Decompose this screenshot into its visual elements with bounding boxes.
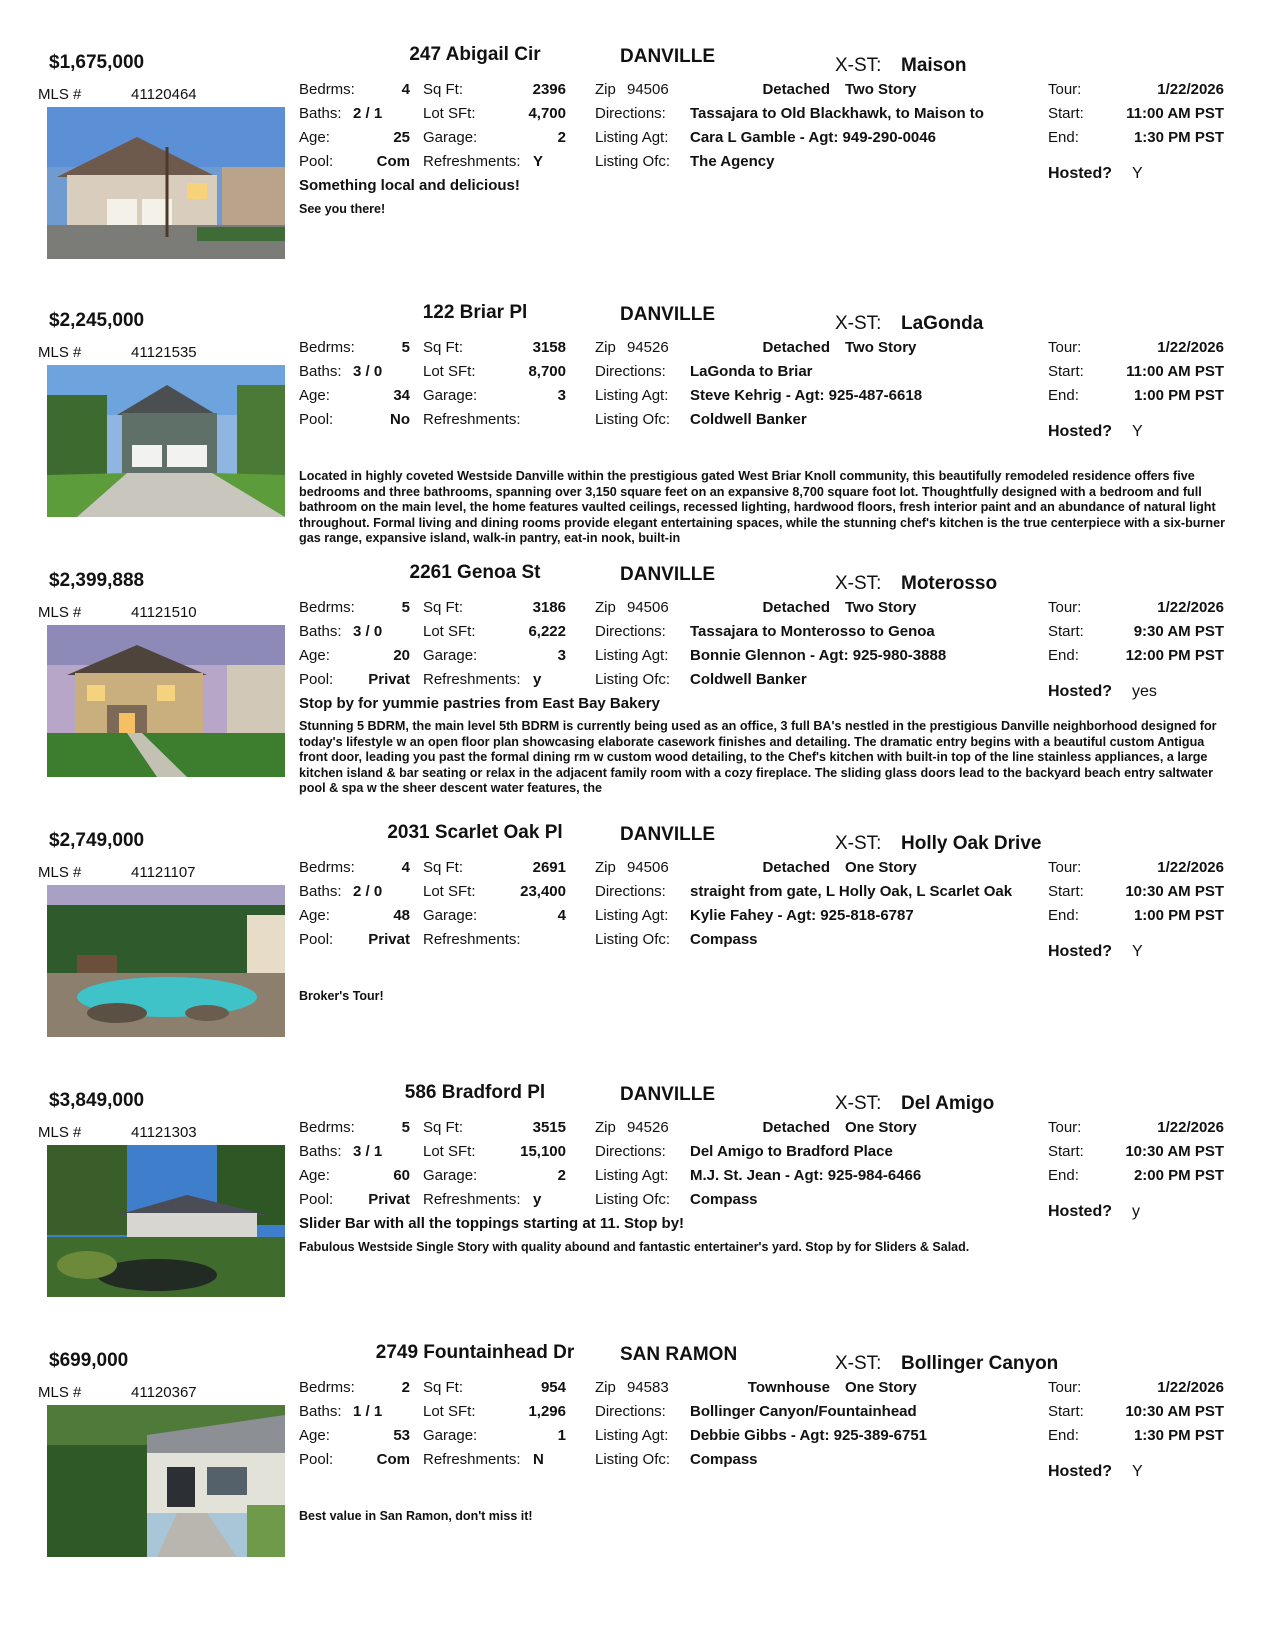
city: DANVILLE: [620, 1084, 715, 1105]
pool: No: [390, 411, 410, 428]
lotsft: 8,700: [528, 363, 566, 380]
age-label: Age:: [299, 1167, 330, 1184]
end-label: End:: [1048, 1427, 1079, 1444]
agent-label: Listing Agt:: [595, 907, 669, 924]
baths: 3 / 0: [353, 623, 383, 640]
office-label: Listing Ofc:: [595, 1451, 671, 1468]
tour-label: Tour:: [1048, 599, 1082, 616]
hosted-label: Hosted?: [1048, 1203, 1112, 1220]
property-type: Detached: [762, 81, 830, 98]
baths-label: Baths:: [299, 1143, 342, 1160]
sqft: 3515: [532, 1119, 566, 1136]
start-time: 10:30 AM PST: [1125, 1403, 1224, 1420]
property-style: Two Story: [845, 599, 917, 616]
price: $2,245,000: [49, 310, 145, 331]
tour-label: Tour:: [1048, 339, 1082, 356]
end-label: End:: [1048, 129, 1079, 146]
garage: 3: [557, 647, 566, 664]
property-type: Detached: [762, 1119, 830, 1136]
bedrms: 2: [401, 1379, 410, 1396]
lotsft-label: Lot SFt:: [423, 105, 476, 122]
bedrms-label: Bedrms:: [299, 859, 355, 876]
sqft-label: Sq Ft:: [423, 859, 464, 876]
baths-label: Baths:: [299, 623, 342, 640]
property-photo: [47, 1145, 285, 1297]
hosted: Y: [1132, 943, 1143, 960]
city: DANVILLE: [620, 46, 715, 67]
lotsft-label: Lot SFt:: [423, 1403, 476, 1420]
age-label: Age:: [299, 387, 330, 404]
tour-label: Tour:: [1048, 859, 1082, 876]
listing-agent: Kylie Fahey - Agt: 925-818-6787: [690, 907, 914, 924]
agent-label: Listing Agt:: [595, 1167, 669, 1184]
sqft: 954: [540, 1379, 566, 1396]
baths: 2 / 1: [353, 105, 383, 122]
pool-label: Pool:: [299, 1191, 334, 1208]
listing-office: Compass: [690, 931, 758, 948]
zip-label: Zip: [595, 859, 616, 876]
start-time: 11:00 AM PST: [1126, 363, 1224, 380]
garage: 3: [557, 387, 566, 404]
start-label: Start:: [1048, 1403, 1084, 1420]
pool-label: Pool:: [299, 411, 334, 428]
note-secondary: Best value in San Ramon, don't miss it!: [299, 1509, 533, 1523]
zip: 94526: [627, 339, 669, 356]
hosted: y: [1132, 1203, 1140, 1220]
property-photo: [47, 107, 285, 259]
property-type: Townhouse: [747, 1379, 830, 1396]
refreshments-label: Refreshments:: [423, 1191, 521, 1208]
refreshments-label: Refreshments:: [423, 411, 521, 428]
lotsft-label: Lot SFt:: [423, 363, 476, 380]
garage: 2: [557, 129, 566, 146]
mls-number: 41120464: [131, 86, 197, 103]
start-label: Start:: [1048, 1143, 1084, 1160]
listing-1: [0, 296, 1275, 556]
age-label: Age:: [299, 129, 330, 146]
end-label: End:: [1048, 1167, 1079, 1184]
city: DANVILLE: [620, 304, 715, 325]
agent-label: Listing Agt:: [595, 129, 669, 146]
end-time: 12:00 PM PST: [1125, 647, 1224, 664]
mls-label: MLS #: [38, 604, 82, 621]
city: SAN RAMON: [620, 1344, 738, 1365]
start-label: Start:: [1048, 623, 1084, 640]
hosted-label: Hosted?: [1048, 165, 1112, 182]
refreshments: N: [533, 1451, 544, 1468]
pool: Com: [376, 1451, 410, 1468]
pool-label: Pool:: [299, 1451, 334, 1468]
start-label: Start:: [1048, 105, 1084, 122]
listing-3: [0, 816, 1275, 1076]
garage: 2: [557, 1167, 566, 1184]
directions-label: Directions:: [595, 363, 666, 380]
listing-office: The Agency: [690, 153, 775, 170]
bedrms-label: Bedrms:: [299, 339, 355, 356]
listing-5: [0, 1336, 1275, 1596]
tour-date: 1/22/2026: [1157, 1119, 1224, 1136]
end-label: End:: [1048, 647, 1079, 664]
refreshments: y: [533, 671, 542, 688]
lotsft-label: Lot SFt:: [423, 623, 476, 640]
baths: 2 / 0: [353, 883, 383, 900]
age: 60: [393, 1167, 410, 1184]
note-secondary: See you there!: [299, 202, 386, 216]
pool-label: Pool:: [299, 931, 334, 948]
refreshments: Y: [533, 153, 544, 170]
bedrms: 5: [401, 339, 410, 356]
garage-label: Garage:: [423, 907, 478, 924]
listing-0: [0, 38, 1275, 298]
property-style: One Story: [845, 1119, 917, 1136]
sqft-label: Sq Ft:: [423, 1379, 464, 1396]
cross-street: Del Amigo: [901, 1093, 995, 1114]
tour-label: Tour:: [1048, 1379, 1082, 1396]
price: $2,749,000: [49, 830, 145, 851]
directions-label: Directions:: [595, 883, 666, 900]
office-label: Listing Ofc:: [595, 931, 671, 948]
end-label: End:: [1048, 907, 1079, 924]
lotsft: 15,100: [520, 1143, 566, 1160]
garage-label: Garage:: [423, 1427, 478, 1444]
age-label: Age:: [299, 647, 330, 664]
cross-street-label: X-ST:: [835, 55, 882, 76]
directions: Tassajara to Old Blackhawk, to Maison to: [690, 105, 984, 122]
zip-label: Zip: [595, 599, 616, 616]
hosted-label: Hosted?: [1048, 423, 1112, 440]
listing-agent: Debbie Gibbs - Agt: 925-389-6751: [690, 1427, 928, 1444]
property-photo: [47, 625, 285, 777]
start-time: 10:30 AM PST: [1125, 1143, 1224, 1160]
note: Something local and delicious!: [299, 177, 520, 194]
lotsft: 4,700: [528, 105, 566, 122]
bedrms: 4: [401, 81, 410, 98]
mls-number: 41121107: [131, 864, 196, 881]
hosted: Y: [1132, 1463, 1143, 1480]
pool: Privat: [368, 1191, 410, 1208]
end-time: 1:00 PM PST: [1133, 387, 1224, 404]
note: Slider Bar with all the toppings starting at 11. Stop by!: [299, 1215, 685, 1232]
sqft-label: Sq Ft:: [423, 1119, 464, 1136]
lotsft-label: Lot SFt:: [423, 883, 476, 900]
listing-office: Coldwell Banker: [690, 671, 807, 688]
property-photo: [47, 885, 285, 1037]
lotsft: 23,400: [520, 883, 566, 900]
cross-street-label: X-ST:: [835, 1353, 882, 1374]
mls-label: MLS #: [38, 1384, 82, 1401]
sqft-label: Sq Ft:: [423, 81, 464, 98]
zip: 94583: [627, 1379, 669, 1396]
property-type: Detached: [762, 339, 830, 356]
bedrms: 5: [401, 1119, 410, 1136]
zip-label: Zip: [595, 1379, 616, 1396]
bedrms: 5: [401, 599, 410, 616]
price: $2,399,888: [49, 570, 145, 591]
listing-agent: M.J. St. Jean - Agt: 925-984-6466: [690, 1167, 922, 1184]
address: 247 Abigail Cir: [409, 44, 541, 65]
cross-street: LaGonda: [901, 313, 984, 334]
age-label: Age:: [299, 907, 330, 924]
refreshments-label: Refreshments:: [423, 671, 521, 688]
baths-label: Baths:: [299, 363, 342, 380]
directions-label: Directions:: [595, 105, 666, 122]
property-style: One Story: [845, 1379, 917, 1396]
bedrms-label: Bedrms:: [299, 599, 355, 616]
hosted: Y: [1132, 165, 1143, 182]
pool-label: Pool:: [299, 153, 334, 170]
hosted: yes: [1132, 683, 1157, 700]
cross-street-label: X-ST:: [835, 313, 882, 334]
sqft: 2691: [532, 859, 566, 876]
address: 122 Briar Pl: [422, 302, 528, 323]
mls-number: 41121535: [131, 344, 197, 361]
directions-label: Directions:: [595, 623, 666, 640]
zip: 94506: [627, 81, 669, 98]
cross-street-label: X-ST:: [835, 573, 882, 594]
note-secondary: Broker's Tour!: [299, 989, 384, 1003]
mls-number: 41121510: [131, 604, 197, 621]
directions: Del Amigo to Bradford Place: [690, 1143, 893, 1160]
tour-date: 1/22/2026: [1157, 599, 1224, 616]
note-secondary: Fabulous Westside Single Story with quality abound and fantastic entertainer's yard. Stop by for Sliders & Salad.: [299, 1240, 970, 1254]
mls-label: MLS #: [38, 864, 82, 881]
price: $3,849,000: [49, 1090, 145, 1111]
city: DANVILLE: [620, 564, 715, 585]
agent-label: Listing Agt:: [595, 647, 669, 664]
mls-label: MLS #: [38, 344, 82, 361]
tour-date: 1/22/2026: [1157, 81, 1224, 98]
end-time: 2:00 PM PST: [1133, 1167, 1224, 1184]
city: DANVILLE: [620, 824, 715, 845]
mls-label: MLS #: [38, 1124, 82, 1141]
sqft: 3158: [532, 339, 566, 356]
end-time: 1:30 PM PST: [1133, 1427, 1224, 1444]
cross-street: Holly Oak Drive: [901, 833, 1042, 854]
sqft: 3186: [532, 599, 566, 616]
property-style: Two Story: [845, 81, 917, 98]
tour-date: 1/22/2026: [1157, 859, 1224, 876]
directions: Tassajara to Monterosso to Genoa: [690, 623, 935, 640]
listing-office: Compass: [690, 1451, 758, 1468]
lotsft-label: Lot SFt:: [423, 1143, 476, 1160]
garage-label: Garage:: [423, 129, 478, 146]
property-style: Two Story: [845, 339, 917, 356]
garage: 1: [557, 1427, 566, 1444]
garage-label: Garage:: [423, 647, 478, 664]
hosted: Y: [1132, 423, 1143, 440]
directions: straight from gate, L Holly Oak, L Scarlet Oak: [690, 883, 1013, 900]
pool-label: Pool:: [299, 671, 334, 688]
age-label: Age:: [299, 1427, 330, 1444]
price: $1,675,000: [49, 52, 145, 73]
hosted-label: Hosted?: [1048, 683, 1112, 700]
start-time: 11:00 AM PST: [1126, 105, 1224, 122]
office-label: Listing Ofc:: [595, 671, 671, 688]
cross-street-label: X-ST:: [835, 833, 882, 854]
property-style: One Story: [845, 859, 917, 876]
refreshments-label: Refreshments:: [423, 931, 521, 948]
bedrms: 4: [401, 859, 410, 876]
zip: 94506: [627, 859, 669, 876]
address: 2261 Genoa St: [409, 562, 541, 583]
property-photo: [47, 365, 285, 517]
start-time: 10:30 AM PST: [1125, 883, 1224, 900]
listing-office: Compass: [690, 1191, 758, 1208]
tour-label: Tour:: [1048, 81, 1082, 98]
refreshments: y: [533, 1191, 542, 1208]
tour-date: 1/22/2026: [1157, 339, 1224, 356]
zip: 94506: [627, 599, 669, 616]
end-label: End:: [1048, 387, 1079, 404]
description: Located in highly coveted Westside Danville within the prestigious gated West Briar Knoll community, this beautifully remodeled residence offers five bedrooms and three bathrooms, spanning over 3,150 square feet on an expansive 8,700 square foot lot. Thoughtfully designed with a bedroom and full bathroom on the main level, the home features vaulted ceilings, recessed lighting, hardwood floors, fresh interior paint and an abundance of natural light throughout. Formal living and dining rooms provide elegant entertaining spaces, while the stunning chef's kitchen is the true centerpiece with a six-burner gas range, expansive island, walk-in pantry, eat-in nook, built-in: [299, 469, 1225, 545]
cross-street: Bollinger Canyon: [901, 1353, 1059, 1374]
baths-label: Baths:: [299, 105, 342, 122]
listing-agent: Steve Kehrig - Agt: 925-487-6618: [690, 387, 923, 404]
cross-street-label: X-ST:: [835, 1093, 882, 1114]
refreshments-label: Refreshments:: [423, 153, 521, 170]
baths: 3 / 0: [353, 363, 383, 380]
sqft: 2396: [532, 81, 566, 98]
zip-label: Zip: [595, 81, 616, 98]
cross-street: Maison: [901, 55, 967, 76]
listing-office: Coldwell Banker: [690, 411, 807, 428]
tour-label: Tour:: [1048, 1119, 1082, 1136]
age: 53: [393, 1427, 410, 1444]
sqft-label: Sq Ft:: [423, 599, 464, 616]
start-label: Start:: [1048, 363, 1084, 380]
hosted-label: Hosted?: [1048, 1463, 1112, 1480]
description: Stunning 5 BDRM, the main level 5th BDRM is currently being used as an office, 3 full BA's nestled in the prestigious Danville neighborhood designed for today's lifestyle w an open floor plan showcasing elaborate casework finishes and detailing. The dramatic entry begins with a beautiful custom Antigua front door, leading you past the formal dining rm w custom wood detailing, to the Chef's kitchen with built-in top of the line stainless appliances, a large kitchen island & bar seating or relax in the adjacent family room with a cozy fireplace. The sliding glass doors lead to the backyard beach entry saltwater pool & spa w the sheer descent water features, the: [299, 719, 1217, 795]
baths: 1 / 1: [353, 1403, 383, 1420]
cross-street: Moterosso: [901, 573, 998, 594]
address: 2031 Scarlet Oak Pl: [387, 822, 563, 843]
address: 2749 Fountainhead Dr: [375, 1342, 575, 1363]
directions: Bollinger Canyon/Fountainhead: [690, 1403, 917, 1420]
pool: Com: [376, 153, 410, 170]
start-label: Start:: [1048, 883, 1084, 900]
bedrms-label: Bedrms:: [299, 81, 355, 98]
listing-agent: Cara L Gamble - Agt: 949-290-0046: [690, 129, 936, 146]
agent-label: Listing Agt:: [595, 1427, 669, 1444]
mls-number: 41120367: [131, 1384, 197, 1401]
garage-label: Garage:: [423, 387, 478, 404]
sqft-label: Sq Ft:: [423, 339, 464, 356]
lotsft: 1,296: [528, 1403, 566, 1420]
listing-2: [0, 556, 1275, 816]
zip-label: Zip: [595, 339, 616, 356]
agent-label: Listing Agt:: [595, 387, 669, 404]
bedrms-label: Bedrms:: [299, 1119, 355, 1136]
address: 586 Bradford Pl: [404, 1082, 546, 1103]
age: 25: [393, 129, 410, 146]
price: $699,000: [49, 1350, 129, 1371]
zip-label: Zip: [595, 1119, 616, 1136]
property-type: Detached: [762, 859, 830, 876]
office-label: Listing Ofc:: [595, 411, 671, 428]
directions-label: Directions:: [595, 1143, 666, 1160]
listing-4: [0, 1076, 1275, 1336]
directions-label: Directions:: [595, 1403, 666, 1420]
note: Stop by for yummie pastries from East Bay Bakery: [299, 695, 660, 712]
property-photo: [47, 1405, 285, 1557]
office-label: Listing Ofc:: [595, 153, 671, 170]
property-type: Detached: [762, 599, 830, 616]
directions: LaGonda to Briar: [690, 363, 813, 380]
age: 34: [393, 387, 410, 404]
age: 48: [393, 907, 410, 924]
pool: Privat: [368, 931, 410, 948]
garage-label: Garage:: [423, 1167, 478, 1184]
baths: 3 / 1: [353, 1143, 383, 1160]
baths-label: Baths:: [299, 1403, 342, 1420]
pool: Privat: [368, 671, 410, 688]
listing-agent: Bonnie Glennon - Agt: 925-980-3888: [690, 647, 947, 664]
lotsft: 6,222: [528, 623, 566, 640]
end-time: 1:00 PM PST: [1133, 907, 1224, 924]
baths-label: Baths:: [299, 883, 342, 900]
end-time: 1:30 PM PST: [1133, 129, 1224, 146]
start-time: 9:30 AM PST: [1133, 623, 1224, 640]
mls-number: 41121303: [131, 1124, 197, 1141]
tour-date: 1/22/2026: [1157, 1379, 1224, 1396]
bedrms-label: Bedrms:: [299, 1379, 355, 1396]
hosted-label: Hosted?: [1048, 943, 1112, 960]
office-label: Listing Ofc:: [595, 1191, 671, 1208]
refreshments-label: Refreshments:: [423, 1451, 521, 1468]
garage: 4: [557, 907, 566, 924]
zip: 94526: [627, 1119, 669, 1136]
mls-label: MLS #: [38, 86, 82, 103]
age: 20: [393, 647, 410, 664]
